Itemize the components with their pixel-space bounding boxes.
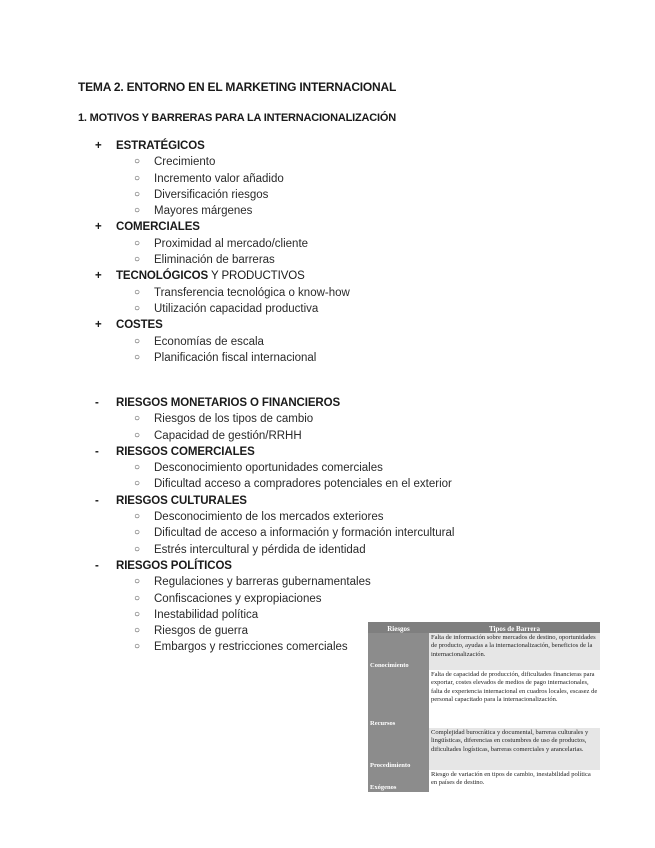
circle-bullet-icon: ○ — [134, 156, 141, 168]
list-item-text: Economías de escala — [154, 335, 264, 348]
list-item-text: Utilización capacidad productiva — [154, 302, 319, 315]
circle-bullet-icon: ○ — [134, 205, 141, 217]
list-heading-row — [0, 221, 655, 237]
list-heading-row — [0, 270, 655, 286]
list-item-text: Regulaciones y barreras gubernamentales — [154, 576, 371, 589]
circle-bullet-icon: ○ — [134, 543, 141, 555]
table-row — [368, 633, 600, 670]
circle-bullet-icon: ○ — [134, 188, 141, 200]
list-heading — [116, 397, 340, 409]
list-item — [0, 189, 655, 205]
list-item-text: Desconocimiento oportunidades comerciales — [154, 462, 383, 475]
list-item-text: Riesgos de guerra — [154, 625, 248, 638]
list-item — [0, 173, 655, 189]
bullet-mark: - — [95, 397, 99, 409]
list-item-text: Desconocimiento de los mercados exteriores — [154, 511, 384, 524]
list-heading — [116, 495, 247, 507]
list-item-text: Crecimiento — [154, 156, 216, 169]
motivos-list — [0, 140, 655, 368]
table-header-tipos: Tipos de Barrera — [429, 622, 600, 633]
table-cell-barrera: Falta de información sobre mercados de destino, oportunidades de producto, ayudas a la internacionalización, beneficios de la internacionalización. — [429, 633, 600, 670]
riesgos-list — [0, 397, 655, 658]
bullet-mark: + — [95, 270, 102, 283]
list-item — [0, 156, 655, 172]
circle-bullet-icon: ○ — [134, 413, 141, 425]
list-heading-row — [0, 140, 655, 156]
list-heading-text: ESTRATÉGICOS — [116, 140, 205, 152]
list-item — [0, 303, 655, 319]
list-item — [0, 593, 655, 609]
list-item-text: Diversificación riesgos — [154, 188, 269, 201]
list-item-text: Dificultad acceso a compradores potenciales en el exterior — [154, 478, 452, 491]
list-item — [0, 336, 655, 352]
list-item — [0, 544, 655, 560]
table-cell-riesgo: Exógenos — [368, 770, 429, 792]
list-heading-extra: Y PRODUCTIVOS — [208, 270, 305, 283]
list-heading-text: COMERCIALES — [116, 221, 200, 234]
list-heading-text: RIESGOS COMERCIALES — [116, 445, 255, 458]
list-item — [0, 527, 655, 543]
section-heading: 1. MOTIVOS Y BARRERAS PARA LA INTERNACIONALIZACIÓN — [78, 112, 396, 124]
circle-bullet-icon: ○ — [134, 527, 141, 539]
list-heading-row — [0, 495, 655, 511]
bullet-mark: - — [95, 445, 99, 458]
circle-bullet-icon: ○ — [134, 302, 141, 314]
circle-bullet-icon: ○ — [134, 608, 141, 620]
list-heading — [116, 319, 163, 331]
list-heading-row — [0, 319, 655, 335]
circle-bullet-icon: ○ — [134, 576, 141, 588]
table-header-riesgos: Riesgos — [368, 622, 429, 633]
list-heading — [116, 140, 205, 152]
list-item-text: Planificación fiscal internacional — [154, 351, 317, 364]
list-item — [0, 462, 655, 478]
list-item-text: Dificultad de acceso a información y formación intercultural — [154, 527, 455, 540]
table-cell-barrera: Falta de capacidad de producción, dificultades financieras para exportar, costes elevados de medios de pago internacionales, falta de experiencia internacional en cuadros locales, escasez de personal capacitado para la internacionalización. — [429, 670, 600, 728]
bullet-mark: - — [95, 559, 99, 572]
list-heading-row — [0, 446, 655, 462]
circle-bullet-icon: ○ — [134, 254, 141, 266]
list-heading — [116, 446, 255, 458]
circle-bullet-icon: ○ — [134, 351, 141, 363]
table-cell-riesgo: Recursos — [368, 670, 429, 728]
table-cell-riesgo: Procedimiento — [368, 728, 429, 770]
table-row — [368, 728, 600, 770]
list-heading-text: RIESGOS MONETARIOS O FINANCIEROS — [116, 397, 341, 409]
table-row — [368, 770, 600, 792]
bullet-mark: + — [95, 140, 102, 152]
list-heading-text: COSTES — [116, 319, 163, 332]
list-item — [0, 511, 655, 527]
bullet-mark: - — [95, 494, 99, 507]
list-item — [0, 413, 655, 429]
list-item — [0, 352, 655, 368]
bullet-mark: + — [95, 221, 102, 234]
circle-bullet-icon: ○ — [134, 172, 141, 184]
list-heading — [116, 560, 232, 572]
page-title: TEMA 2. ENTORNO EN EL MARKETING INTERNACIONAL — [78, 80, 397, 94]
list-item — [0, 287, 655, 303]
list-item-text: Capacidad de gestión/RRHH — [154, 429, 302, 442]
barriers-table — [368, 622, 600, 792]
list-heading — [116, 221, 200, 233]
list-item — [0, 576, 655, 592]
list-item-text: Inestabilidad política — [154, 608, 259, 621]
table-cell-barrera: Complejidad burocrática y documental, barreras culturales y lingüísticas, diferencias en costumbres de uso de productos, dificultades logísticas, barreras comerciales y arancelarias. — [429, 728, 600, 770]
list-item-text: Incremento valor añadido — [154, 172, 284, 185]
list-item — [0, 205, 655, 221]
list-item-text: Proximidad al mercado/cliente — [154, 237, 309, 250]
list-item-text: Transferencia tecnológica o know-how — [154, 286, 350, 299]
table-row — [368, 670, 600, 728]
list-heading-text: TECNOLÓGICOS — [116, 270, 209, 283]
list-item — [0, 478, 655, 494]
list-heading-row — [0, 397, 655, 413]
list-heading — [116, 270, 305, 282]
list-item-text: Embargos y restricciones comerciales — [154, 641, 348, 654]
list-item — [0, 430, 655, 446]
circle-bullet-icon: ○ — [134, 429, 141, 441]
circle-bullet-icon: ○ — [134, 237, 141, 249]
list-heading-text: RIESGOS POLÍTICOS — [116, 559, 232, 572]
list-heading-text: RIESGOS CULTURALES — [116, 494, 247, 507]
circle-bullet-icon: ○ — [134, 478, 141, 490]
circle-bullet-icon: ○ — [134, 462, 141, 474]
circle-bullet-icon: ○ — [134, 335, 141, 347]
table-cell-barrera: Riesgo de variación en tipos de cambio, inestabilidad política en países de destino. — [429, 770, 600, 792]
circle-bullet-icon: ○ — [134, 592, 141, 604]
list-item-text: Confiscaciones y expropiaciones — [154, 592, 322, 605]
bullet-mark: + — [95, 319, 102, 332]
table-cell-riesgo: Conocimiento — [368, 633, 429, 670]
list-item-text: Eliminación de barreras — [154, 254, 275, 267]
list-item — [0, 238, 655, 254]
circle-bullet-icon: ○ — [134, 286, 141, 298]
circle-bullet-icon: ○ — [134, 511, 141, 523]
list-item-text: Riesgos de los tipos de cambio — [154, 413, 314, 426]
list-item-text: Mayores márgenes — [154, 205, 253, 218]
list-item — [0, 254, 655, 270]
circle-bullet-icon: ○ — [134, 641, 141, 653]
circle-bullet-icon: ○ — [134, 625, 141, 637]
list-item-text: Estrés intercultural y pérdida de identidad — [154, 543, 366, 556]
list-heading-row — [0, 560, 655, 576]
